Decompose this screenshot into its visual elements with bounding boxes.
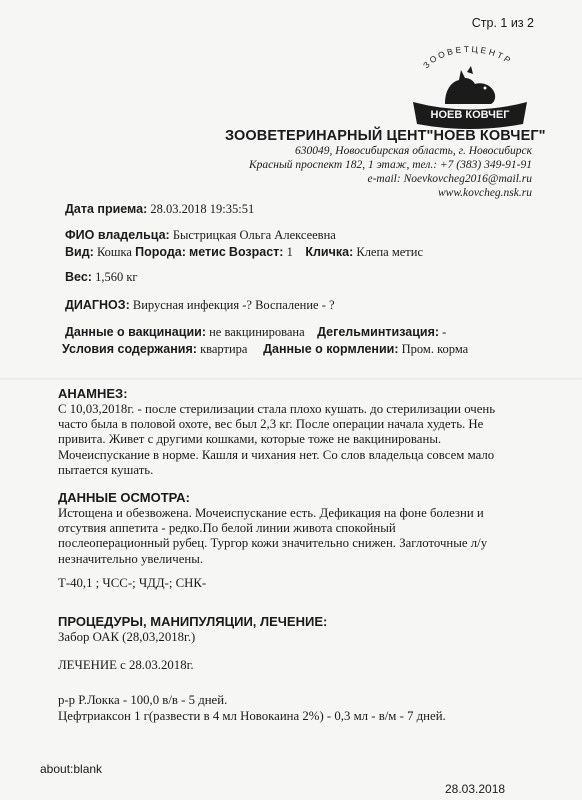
exam-title: ДАННЫЕ ОСМОТРА: <box>58 490 190 505</box>
address-line-1: 630049, Новосибирская область, г. Новосибирск <box>295 145 532 157</box>
exam-line: незначительно увеличены. <box>58 551 204 566</box>
visit-date-label: Дата приема: <box>65 202 148 216</box>
conditions-value: квартира <box>200 342 248 356</box>
exam-line: отсутвия аппетита - редко.По белой линии живота спокойный <box>58 521 396 536</box>
conditions-row <box>62 342 468 357</box>
clinic-website: www.kovcheg.nsk.ru <box>437 187 532 199</box>
clinic-logo <box>405 42 535 132</box>
exam-text <box>58 506 528 567</box>
paper-fold <box>0 378 582 381</box>
breed-label: Порода: <box>135 245 186 259</box>
treatment-title: ЛЕЧЕНИЕ с 28.03.2018г. <box>58 658 194 672</box>
anamnesis-line: часто была в половой охоте, вес был 2,3 кг. После операции начала худеть. Не <box>58 417 484 432</box>
anamnesis-line: Мочеиспускание в норме. Кашля и чихания нет. Со слов владельца совсем мало <box>58 447 495 462</box>
visit-date-value: 28.03.2018 19:35:51 <box>150 202 255 216</box>
vaccination-label: Данные о вакцинации: <box>65 325 206 339</box>
deworming-label: Дегельминтизация: <box>317 325 440 339</box>
anamnesis-line: привита. Живет с другими кошками, которые тоже не вакцинированы. <box>58 432 442 447</box>
age-label: Возраст: <box>228 245 284 259</box>
pet-name-value: Клепа метис <box>356 245 424 259</box>
owner-value: Быстрицкая Ольга Алексеевна <box>172 228 336 242</box>
logo-banner-text: НОЕВ КОВЧЕГ <box>430 109 510 121</box>
conditions-label: Условия содержания: <box>62 342 197 356</box>
anamnesis-line: С 10,03,2018г. - после стерилизации стала плохо кушать. до стерилизации очень <box>58 402 496 416</box>
deworming-value: - <box>442 325 447 339</box>
owner-row <box>65 228 336 243</box>
diagnosis-row <box>65 298 335 313</box>
weight-row <box>65 270 138 285</box>
medication-line-2: Цефтриаксон 1 г(развести в 4 мл Новокаина 2%) - 0,3 мл - в/м - 7 дней. <box>58 709 446 723</box>
age-value: 1 <box>286 245 293 259</box>
feeding-label: Данные о кормлении: <box>263 342 399 356</box>
owner-label: ФИО владельца: <box>65 228 170 242</box>
feeding-value: Пром. корма <box>401 342 469 356</box>
anamnesis-title: АНАМНЕЗ: <box>58 386 128 401</box>
cat-dog-silhouette-icon <box>445 66 495 104</box>
anamnesis-line: пытается кушать. <box>58 462 154 477</box>
footer-date: 28.03.2018 <box>445 782 506 796</box>
animal-row <box>65 245 423 260</box>
logo-top-text: ЗООВЕТЦЕНТР <box>420 44 515 71</box>
vitals-line: Т-40,1 ; ЧСС-; ЧДД-; СНК- <box>58 576 207 590</box>
exam-line: послеоперационный рубец. Тургор кожи значительно снижен. Заглоточные л/у <box>58 536 488 551</box>
vaccination-value: не вакцинирована <box>209 325 305 339</box>
weight-label: Вес: <box>65 270 92 284</box>
clinic-name: ЗООВЕТЕРИНАРНЫЙ ЦЕНТ"НОЕВ КОВЧЕГ" <box>225 128 546 144</box>
exam-line: Истощена и обезвожена. Мочеиспускание есть. Дефикация на фоне болезни и <box>58 506 484 520</box>
vaccination-row <box>65 325 446 340</box>
address-line-2: Красный проспект 182, 1 этаж, тел.: +7 (383) 349-91-91 <box>249 159 532 171</box>
footer-url: about:blank <box>40 762 103 776</box>
visit-date-row <box>65 202 254 217</box>
species-value: Кошка <box>96 245 132 259</box>
weight-value: 1,560 кг <box>95 270 138 284</box>
clinic-email: e-mail: Noevkovcheg2016@mail.ru <box>367 173 532 185</box>
anamnesis-text <box>58 402 528 478</box>
procedures-title: ПРОЦЕДУРЫ, МАНИПУЛЯЦИИ, ЛЕЧЕНИЕ: <box>58 614 328 629</box>
diagnosis-label: ДИАГНОЗ: <box>65 298 130 312</box>
medication-line-1: р-р Р.Локка - 100,0 в/в - 5 дней. <box>58 693 228 707</box>
procedure-line: Забор ОАК (28,03,2018г.) <box>58 630 196 644</box>
diagnosis-value: Вирусная инфекция -? Воспаление - ? <box>132 298 335 312</box>
breed-value: метис <box>189 245 226 259</box>
pet-name-label: Кличка: <box>305 245 354 259</box>
species-label: Вид: <box>65 245 94 259</box>
page-number: Стр. 1 из 2 <box>471 16 534 30</box>
